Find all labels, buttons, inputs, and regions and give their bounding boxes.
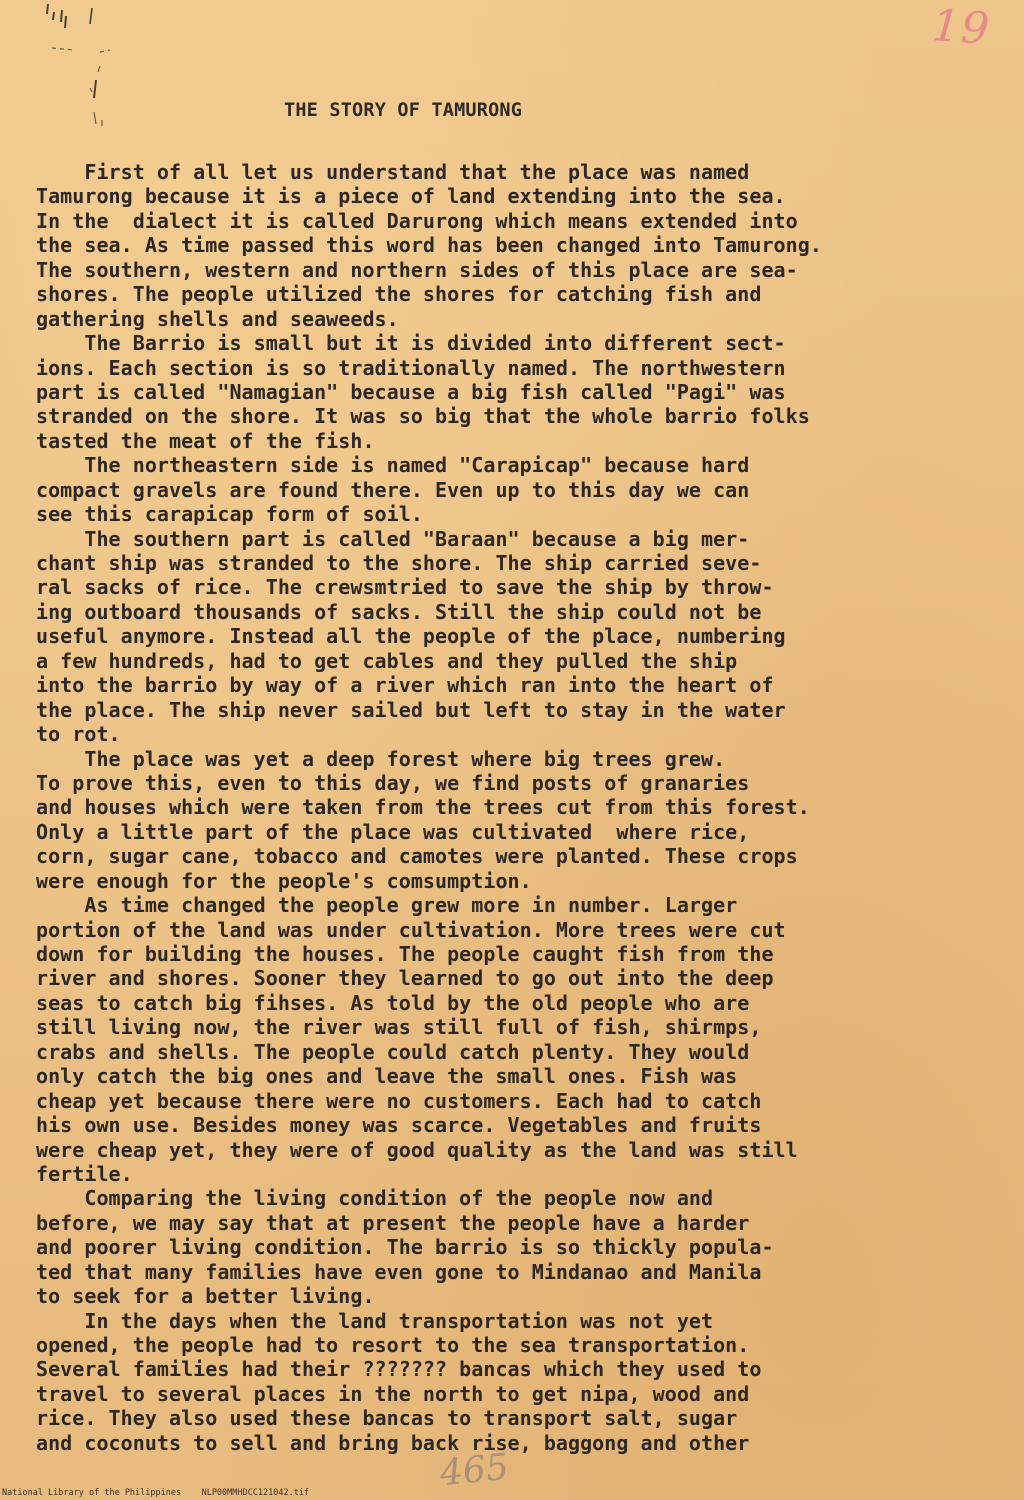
text-line: still living now, the river was still full of fish, shirmps,	[36, 1015, 762, 1040]
text-line: To prove this, even to this day, we find posts of granaries	[36, 770, 750, 795]
text-line: The southern part is called "Baraan" because a big mer-	[36, 526, 750, 551]
text-line: cheap yet because there were no customers. Each had to catch	[36, 1088, 762, 1113]
text-line: down for building the houses. The people caught fish from the	[36, 942, 774, 966]
margin-pencil-marks	[40, 0, 160, 150]
text-line: In the days when the land transportation was not yet	[36, 1308, 714, 1333]
text-line: The place was yet a deep forest where big trees grew.	[36, 746, 726, 771]
text-line: the place. The ship never sailed but left to stay in the water	[36, 697, 786, 722]
text-line: and coconuts to sell and bring back rise, baggong and other	[36, 1430, 750, 1455]
text-line: gathering shells and seaweeds.	[36, 306, 399, 331]
document-title: THE STORY OF TAMURONG	[284, 100, 523, 121]
text-line: corn, sugar cane, tobacco and camotes were planted. These crops	[36, 844, 798, 869]
text-line: useful anymore. Instead all the people of the place, numbering	[36, 624, 786, 649]
text-line: only catch the big ones and leave the small ones. Fish was	[36, 1064, 738, 1089]
text-line: into the barrio by way of a river which ran into the heart of	[36, 673, 774, 698]
text-line: to seek for a better living.	[36, 1284, 375, 1309]
text-line: seas to catch big fihses. As told by the old people who are	[36, 990, 750, 1015]
text-line: The Barrio is small but it is divided into different sect-	[36, 331, 786, 356]
text-line: and poorer living condition. The barrio is so thickly popula-	[36, 1235, 774, 1260]
text-line: ing outboard thousands of sacks. Still the ship could not be	[36, 599, 762, 624]
text-line: part is called "Namagian" because a big fish called "Pagi" was	[36, 379, 786, 404]
text-line: compact gravels are found there. Even up to this day we can	[36, 477, 750, 502]
text-line: and houses which were taken from the trees cut from this forest.	[36, 795, 810, 820]
text-line: rice. They also used these bancas to transport salt, sugar	[36, 1406, 738, 1431]
text-line: ions. Each section is so traditionally named. The northwestern	[36, 355, 786, 380]
text-line: The northeastern side is named "Carapicap" because hard	[36, 453, 750, 478]
text-line: shores. The people utilized the shores for catching fish and	[36, 282, 762, 307]
handwritten-page-number: 19	[930, 0, 992, 55]
text-line: The southern, western and northern sides of this place are sea-	[36, 257, 798, 282]
text-line: a few hundreds, had to get cables and they pulled the ship	[36, 648, 738, 673]
text-line: stranded on the shore. It was so big that the whole barrio folks	[36, 404, 810, 429]
text-line: First of all let us understand that the place was named	[36, 160, 750, 184]
text-line: crabs and shells. The people could catch plenty. They would	[36, 1039, 750, 1064]
text-line: were enough for the people's comsumption.	[36, 868, 532, 893]
text-line: his own use. Besides money was scarce. Vegetables and fruits	[36, 1113, 762, 1138]
text-line: river and shores. Sooner they learned to go out into the deep	[36, 966, 774, 991]
handwritten-folio-number: 465	[438, 1446, 511, 1495]
text-line: before, we may say that at present the people have a harder	[36, 1210, 750, 1235]
scan-credit-footer: National Library of the Philippines NLP00MMHDCC121042.tif	[2, 1488, 310, 1498]
text-line: ral sacks of rice. The crewsmtried to save the ship by throw-	[36, 575, 774, 600]
text-line: Several families had their ??????? bancas which they used to	[36, 1357, 762, 1382]
text-line: to rot.	[36, 722, 121, 747]
text-line: fertile.	[36, 1161, 133, 1186]
text-line: opened, the people had to resort to the sea transportation.	[36, 1333, 750, 1357]
text-line: travel to several places in the north to get nipa, wood and	[36, 1381, 750, 1406]
text-line: the sea. As time passed this word has been changed into Tamurong.	[36, 233, 822, 258]
text-line: were cheap yet, they were of good quality as the land was still	[36, 1137, 798, 1162]
text-line: Comparing the living condition of the people now and	[36, 1186, 714, 1211]
text-line: Only a little part of the place was cultivated where rice,	[36, 819, 750, 844]
text-line: As time changed the people grew more in number. Larger	[36, 893, 738, 918]
text-line: chant ship was stranded to the shore. The ship carried seve-	[36, 551, 762, 575]
text-line: portion of the land was under cultivation. More trees were cut	[36, 917, 786, 942]
text-line: see this carapicap form of soil.	[36, 502, 423, 527]
text-line: tasted the meat of the fish.	[36, 428, 375, 453]
document-body	[36, 160, 996, 1455]
text-line: Tamurong because it is a piece of land extending into the sea.	[36, 184, 786, 209]
text-line: In the dialect it is called Darurong which means extended into	[36, 208, 798, 233]
text-line: ted that many families have even gone to Mindanao and Manila	[36, 1259, 762, 1284]
